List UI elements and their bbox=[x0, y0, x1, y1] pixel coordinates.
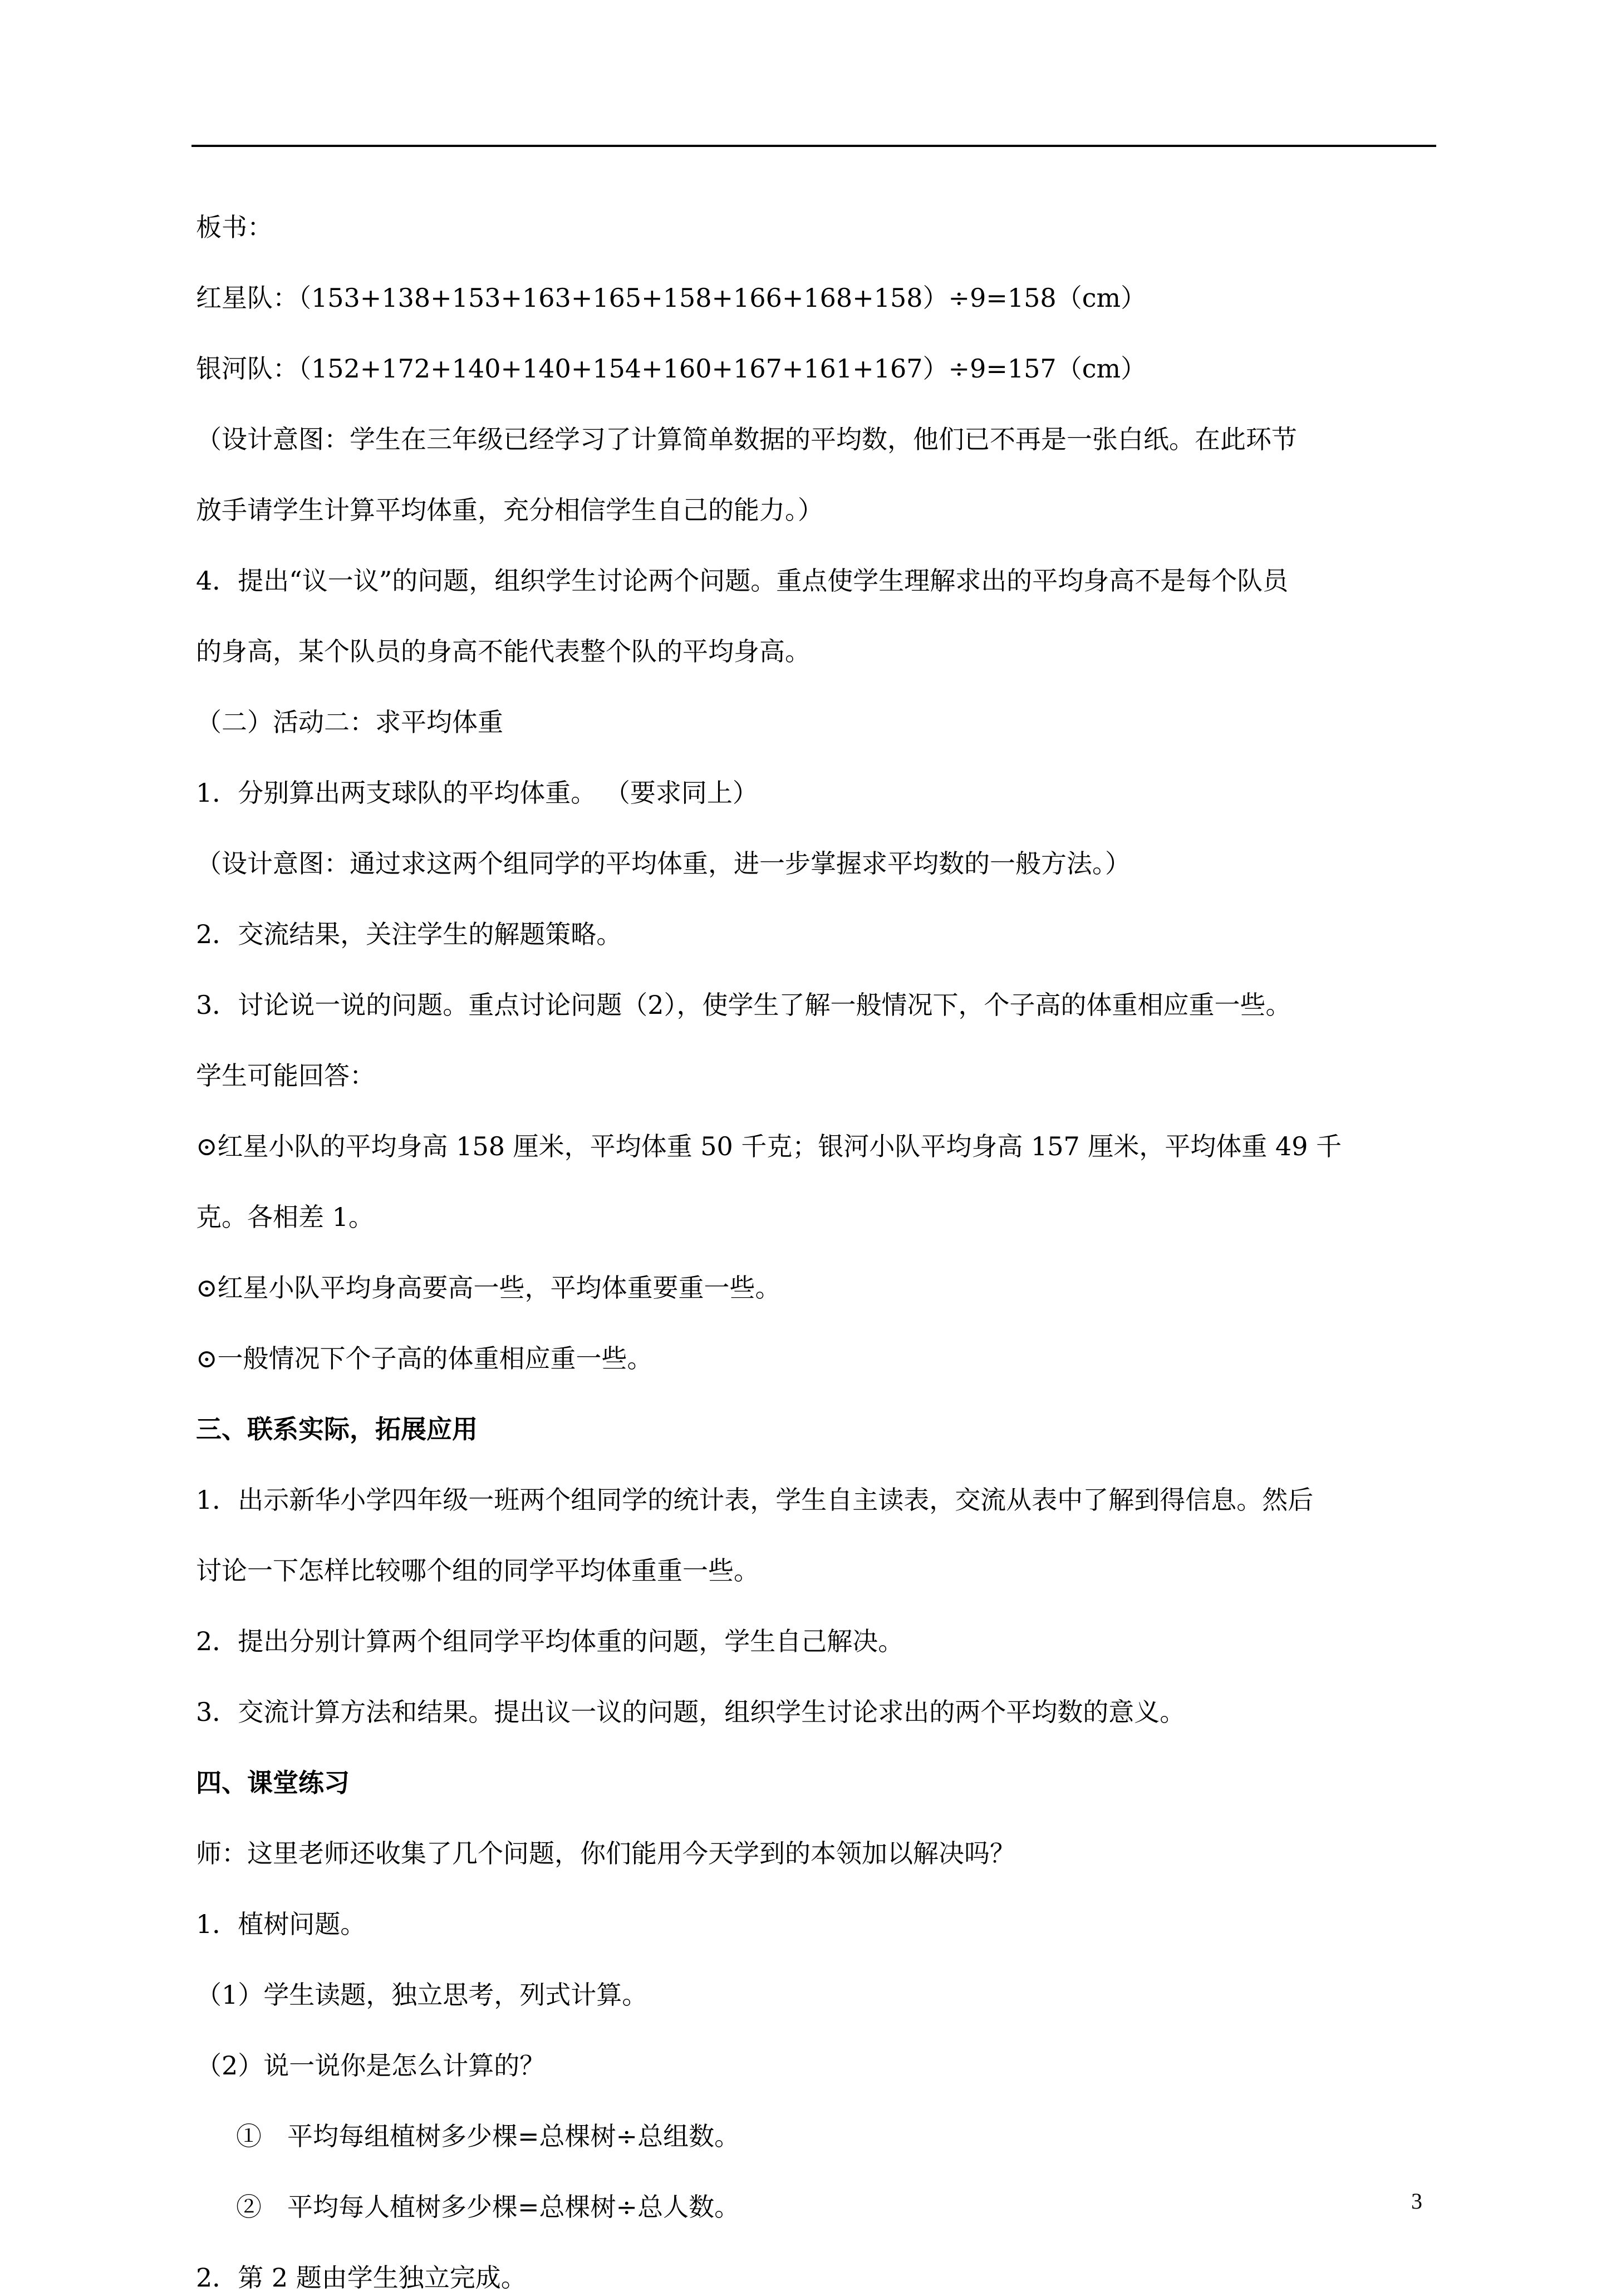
exercise-1-part-1: （1）学生读题，独立思考，列式计算。 bbox=[196, 1980, 648, 2010]
teacher-prompt: 师：这里老师还收集了几个问题，你们能用今天学到的本领加以解决吗？ bbox=[196, 1838, 1015, 1868]
design-intent-2: （设计意图：通过求这两个组同学的平均体重，进一步掌握求平均数的一般方法。） bbox=[196, 848, 1131, 879]
answer-2: ⊙红星小队平均身高要高一些，平均体重要重一些。 bbox=[196, 1273, 781, 1303]
section-3-step-3: 3．交流计算方法和结果。提出议一议的问题，组织学生讨论求出的两个平均数的意义。 bbox=[196, 1697, 1186, 1727]
page-number: 3 bbox=[1411, 2189, 1422, 2214]
section-3-step-2: 2．提出分别计算两个组同学平均体重的问题，学生自己解决。 bbox=[196, 1626, 904, 1656]
section-4-heading: 四、课堂练习 bbox=[196, 1768, 350, 1798]
section-3-step-1-line-2: 讨论一下怎样比较哪个组的同学平均体重重一些。 bbox=[196, 1556, 759, 1586]
section-3-step-1-line-1: 1．出示新华小学四年级一班两个组同学的统计表，学生自主读表，交流从表中了解到得信息。然后 bbox=[196, 1485, 1314, 1515]
answer-1-line-1: ⊙红星小队的平均身高 158 厘米，平均体重 50 千克；银河小队平均身高 157 厘米，平均体重 49 千 bbox=[196, 1131, 1342, 1161]
formula-1: ① 平均每组植树多少棵=总棵树÷总组数。 bbox=[236, 2121, 740, 2151]
formula-2: ② 平均每人植树多少棵=总棵树÷总人数。 bbox=[236, 2192, 740, 2222]
activity-2-step-1: 1．分别算出两支球队的平均体重。 （要求同上） bbox=[196, 778, 758, 808]
design-intent-line-2: 放手请学生计算平均体重，充分相信学生自己的能力。） bbox=[196, 495, 823, 525]
galaxy-calculation: 银河队：（152+172+140+140+154+160+167+161+167）÷9=157（cm） bbox=[196, 354, 1147, 384]
red-star-calculation: 红星队：（153+138+153+163+165+158+166+168+158）÷9=158（cm） bbox=[196, 283, 1147, 313]
activity-2-step-3: 3．讨论说一说的问题。重点讨论问题（2），使学生了解一般情况下，个子高的体重相应重一些。 bbox=[196, 990, 1291, 1020]
design-intent-line-1: （设计意图：学生在三年级已经学习了计算简单数据的平均数，他们已不再是一张白纸。在此环节 bbox=[196, 424, 1297, 454]
header-rule bbox=[191, 145, 1436, 147]
board-heading: 板书： bbox=[196, 212, 273, 242]
exercise-1-part-2: （2）说一说你是怎么计算的？ bbox=[196, 2050, 546, 2081]
answer-1-line-2: 克。各相差 1。 bbox=[196, 1202, 374, 1232]
activity-2-step-2: 2．交流结果，关注学生的解题策略。 bbox=[196, 919, 622, 949]
section-3-heading: 三、联系实际，拓展应用 bbox=[196, 1414, 478, 1444]
possible-answers-label: 学生可能回答： bbox=[196, 1061, 375, 1091]
document-body bbox=[196, 209, 1441, 2296]
activity-2-heading: （二）活动二：求平均体重 bbox=[196, 707, 503, 737]
step-4-line-1: 4．提出“议一议”的问题，组织学生讨论两个问题。重点使学生理解求出的平均身高不是每个队员 bbox=[196, 566, 1289, 596]
exercise-1-title: 1．植树问题。 bbox=[196, 1909, 366, 1939]
step-4-line-2: 的身高，某个队员的身高不能代表整个队的平均身高。 bbox=[196, 636, 811, 666]
answer-3: ⊙一般情况下个子高的体重相应重一些。 bbox=[196, 1343, 653, 1373]
exercise-2: 2．第 2 题由学生独立完成。 bbox=[196, 2263, 527, 2293]
